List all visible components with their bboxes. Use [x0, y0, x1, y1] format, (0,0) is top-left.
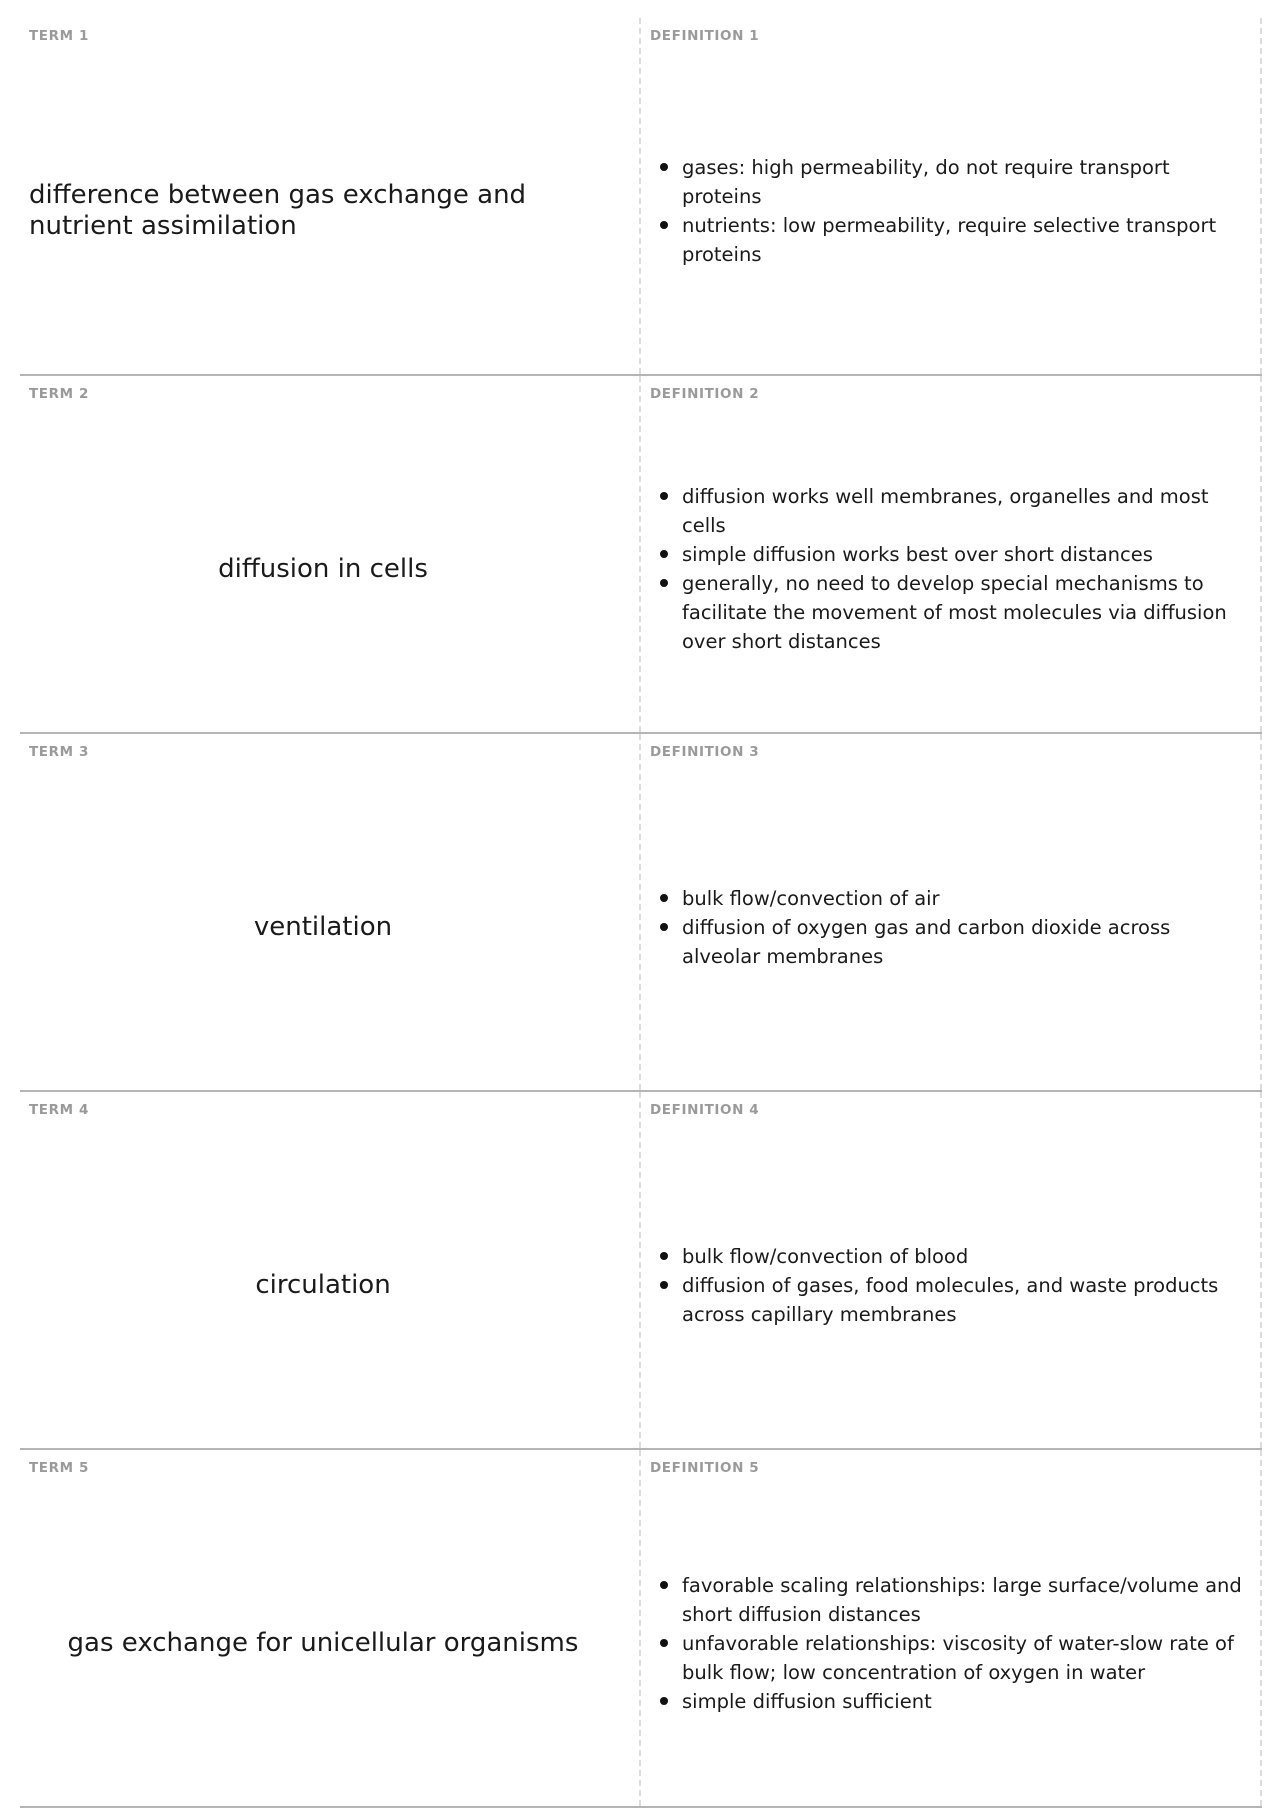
term-cell — [20, 734, 641, 1090]
definition-body — [650, 1490, 1248, 1796]
definition-list — [650, 1242, 1248, 1329]
card-row — [20, 18, 1262, 376]
definition-list — [650, 884, 1248, 971]
definition-label: DEFINITION 4 — [650, 1102, 760, 1118]
term-text: diffusion in cells — [218, 553, 428, 584]
definition-cell — [641, 18, 1262, 374]
definition-bullet: diffusion of oxygen gas and carbon dioxide across alveolar membranes — [682, 913, 1248, 971]
definition-bullet: gases: high permeability, do not require transport proteins — [682, 153, 1248, 211]
flashcard-sheet — [20, 18, 1262, 1808]
definition-bullet: simple diffusion sufficient — [682, 1687, 1248, 1716]
definition-list — [650, 1571, 1248, 1716]
definition-label: DEFINITION 3 — [650, 744, 760, 760]
term-label: TERM 5 — [29, 1460, 89, 1476]
definition-cell — [641, 1450, 1262, 1806]
definition-body — [650, 774, 1248, 1080]
term-label: TERM 4 — [29, 1102, 89, 1118]
definition-cell — [641, 1092, 1262, 1448]
term-label: TERM 1 — [29, 28, 89, 44]
definition-bullet: diffusion of gases, food molecules, and waste products across capillary membranes — [682, 1271, 1248, 1329]
definition-bullet: bulk flow/convection of blood — [682, 1242, 1248, 1271]
term-text: gas exchange for unicellular organisms — [67, 1627, 579, 1658]
term-cell — [20, 1450, 641, 1806]
definition-bullet: bulk flow/convection of air — [682, 884, 1248, 913]
term-label: TERM 3 — [29, 744, 89, 760]
definition-bullet: nutrients: low permeability, require selective transport proteins — [682, 211, 1248, 269]
term-cell — [20, 18, 641, 374]
definition-bullet: favorable scaling relationships: large surface/volume and short diffusion distances — [682, 1571, 1248, 1629]
definition-label: DEFINITION 5 — [650, 1460, 760, 1476]
term-text: ventilation — [253, 911, 393, 942]
definition-cell — [641, 734, 1262, 1090]
term-cell — [20, 376, 641, 732]
definition-bullet: unfavorable relationships: viscosity of water-slow rate of bulk flow; low concentration of oxygen in water — [682, 1629, 1248, 1687]
term-text: circulation — [255, 1269, 391, 1300]
card-row — [20, 376, 1262, 734]
term-text: difference between gas exchange and nutrient assimilation — [29, 180, 527, 241]
definition-body — [650, 416, 1248, 722]
definition-body — [650, 58, 1248, 364]
card-row — [20, 1450, 1262, 1808]
definition-bullet: simple diffusion works best over short distances — [682, 540, 1248, 569]
definition-list — [650, 482, 1248, 656]
definition-body — [650, 1132, 1248, 1438]
definition-bullet: diffusion works well membranes, organelles and most cells — [682, 482, 1248, 540]
card-row — [20, 1092, 1262, 1450]
term-cell — [20, 1092, 641, 1448]
card-row — [20, 734, 1262, 1092]
definition-label: DEFINITION 1 — [650, 28, 760, 44]
definition-bullet: generally, no need to develop special mechanisms to facilitate the movement of most molecules via diffusion over short distances — [682, 569, 1248, 656]
definition-label: DEFINITION 2 — [650, 386, 760, 402]
definition-list — [650, 153, 1248, 269]
term-label: TERM 2 — [29, 386, 89, 402]
definition-cell — [641, 376, 1262, 732]
